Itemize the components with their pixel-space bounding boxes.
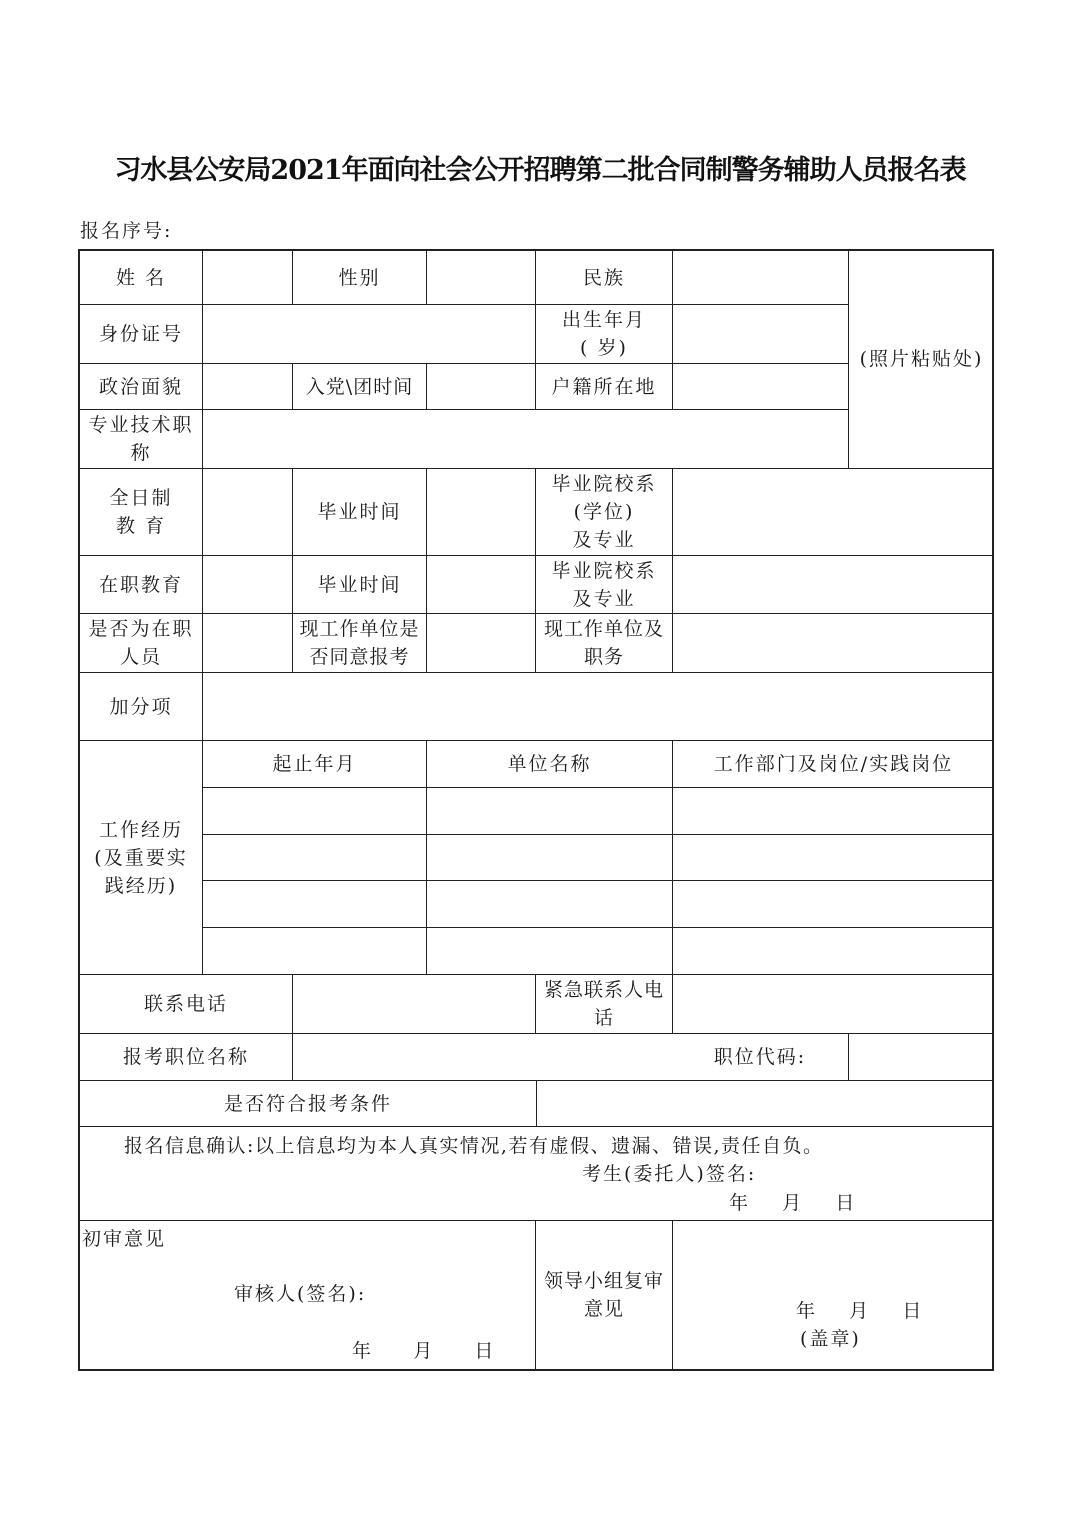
name-label: 姓 名 (79, 250, 202, 304)
work-history-dept-cell[interactable] (672, 880, 994, 927)
employer-position-field[interactable] (672, 613, 994, 672)
initial-review-label: 初审意见 (82, 1228, 167, 1250)
photo-area[interactable]: (照片粘贴处) (848, 250, 994, 468)
gender-label: 性别 (292, 250, 426, 304)
household-field[interactable] (672, 363, 848, 409)
work-history-dept-cell[interactable] (672, 834, 994, 880)
inservice-school-major-label: 毕业院校系 及专业 (535, 555, 672, 613)
confirmation-date: 年 月 日 (729, 1192, 857, 1214)
work-history-dept-cell[interactable] (672, 787, 994, 834)
is-employed-label: 是否为在职 人员 (79, 613, 202, 672)
ethnicity-label: 民族 (535, 250, 672, 304)
reviewer-signature-label: 审核人(签名): (234, 1283, 367, 1305)
emergency-phone-field[interactable] (672, 974, 994, 1033)
household-label: 户籍所在地 (535, 363, 672, 409)
birth-date-field[interactable] (672, 304, 848, 363)
inservice-graduation-time-label: 毕业时间 (292, 555, 426, 613)
phone-label: 联系电话 (79, 974, 292, 1033)
work-history-unit-header: 单位名称 (426, 740, 672, 787)
work-history-period-header: 起止年月 (202, 740, 426, 787)
political-status-field[interactable] (202, 363, 292, 409)
leader-review-label: 领导小组复审 意见 (535, 1220, 672, 1371)
name-field[interactable] (202, 250, 292, 304)
work-history-dept-cell[interactable] (672, 927, 994, 974)
bonus-field[interactable] (202, 672, 994, 740)
phone-field[interactable] (292, 974, 535, 1033)
employer-agree-field[interactable] (426, 613, 535, 672)
work-history-unit-cell[interactable] (426, 927, 672, 974)
tech-title-field[interactable] (202, 409, 848, 468)
work-history-period-cell[interactable] (202, 927, 426, 974)
position-name-field[interactable] (292, 1033, 672, 1080)
birth-date-label: 出生年月 ( 岁) (535, 304, 672, 363)
graduation-time-label: 毕业时间 (292, 468, 426, 555)
ethnicity-field[interactable] (672, 250, 848, 304)
employer-agree-label: 现工作单位是 否同意报考 (292, 613, 426, 672)
position-name-label: 报考职位名称 (79, 1033, 292, 1080)
party-join-time-field[interactable] (426, 363, 535, 409)
position-code-label: 职位代码: (672, 1033, 848, 1080)
inservice-education-label: 在职教育 (79, 555, 202, 613)
employer-position-label: 现工作单位及 职务 (535, 613, 672, 672)
seal-label: (盖章) (800, 1328, 861, 1350)
graduation-time-field[interactable] (426, 468, 535, 555)
work-history-unit-cell[interactable] (426, 787, 672, 834)
fulltime-education-label: 全日制 教 育 (79, 468, 202, 555)
work-history-period-cell[interactable] (202, 880, 426, 927)
tech-title-label: 专业技术职 称 (79, 409, 202, 468)
inservice-graduation-time-field[interactable] (426, 555, 535, 613)
leader-review-date: 年 月 日 (796, 1300, 924, 1322)
party-join-time-label: 入党\团时间 (292, 363, 426, 409)
position-code-field[interactable] (848, 1033, 994, 1080)
inservice-school-major-field[interactable] (672, 555, 994, 613)
id-number-field[interactable] (202, 304, 535, 363)
political-status-label: 政治面貌 (79, 363, 202, 409)
confirmation-text: 报名信息确认:以上信息均为本人真实情况,若有虚假、遗漏、错误,责任自负。 (124, 1135, 824, 1157)
work-history-unit-cell[interactable] (426, 834, 672, 880)
work-history-period-cell[interactable] (202, 787, 426, 834)
school-degree-major-label: 毕业院校系 (学位) 及专业 (535, 468, 672, 555)
gender-field[interactable] (426, 250, 535, 304)
review-date: 年 月 日 (352, 1340, 496, 1362)
inservice-education-field[interactable] (202, 555, 292, 613)
emergency-phone-label: 紧急联系人电 话 (535, 974, 672, 1033)
work-history-dept-header: 工作部门及岗位/实践岗位 (672, 740, 994, 787)
form-title: 习水县公安局2021年面向社会公开招聘第二批合同制警务辅助人员报名表 (114, 155, 966, 186)
work-history-unit-cell[interactable] (426, 880, 672, 927)
bonus-label: 加分项 (79, 672, 202, 740)
applicant-signature-label: 考生(委托人)签名: (582, 1163, 757, 1185)
eligibility-field[interactable] (536, 1080, 994, 1126)
work-history-period-cell[interactable] (202, 834, 426, 880)
school-degree-major-field[interactable] (672, 468, 994, 555)
eligibility-label: 是否符合报考条件 (79, 1080, 536, 1126)
is-employed-field[interactable] (202, 613, 292, 672)
serial-number-label: 报名序号: (80, 220, 173, 242)
id-number-label: 身份证号 (79, 304, 202, 363)
work-history-label: 工作经历 (及重要实 践经历) (79, 740, 202, 974)
fulltime-education-field[interactable] (202, 468, 292, 555)
